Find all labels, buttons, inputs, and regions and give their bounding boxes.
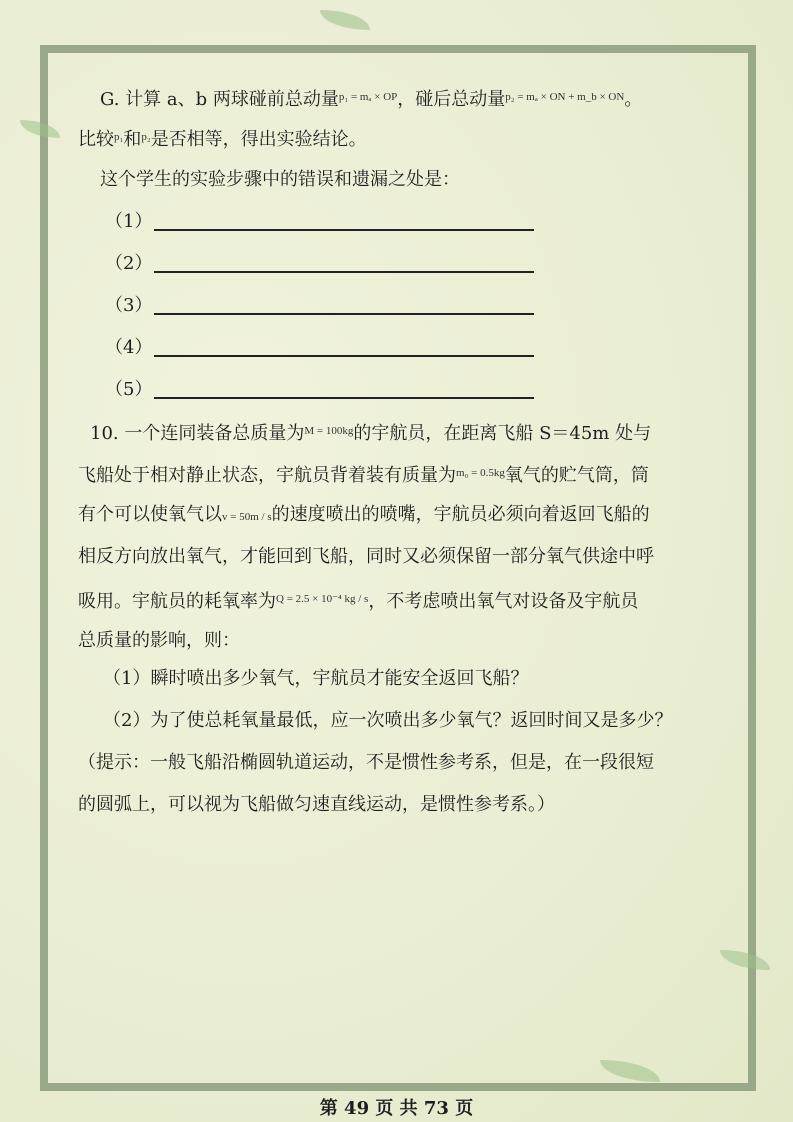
formula: p₂ = mₐ × ON + m_b × ON [505,91,625,103]
blank-label: （1） [105,211,153,232]
blank-label: （4） [105,337,153,358]
text: ，不考虑喷出氧气对设备及宇航员 [368,591,639,612]
answer-blank-1[interactable] [105,210,534,234]
formula: v = 50m / s [222,511,272,523]
blank-line[interactable] [154,379,534,399]
q10-hint-2: 的圆弧上，可以视为飞船做匀速直线运动，是惯性参考系。） [78,794,555,815]
prompt: 这个学生的实验步骤中的错误和遗漏之处是： [100,169,460,190]
text: 吸用。宇航员的耗氧率为 [78,591,276,612]
blank-line[interactable] [154,295,534,315]
q10-line-6: 总质量的影响，则： [78,630,240,651]
blank-label: （2） [105,253,153,274]
answer-blank-5[interactable] [105,378,534,402]
leaf-decoration [320,10,370,30]
text: 飞船处于相对静止状态，宇航员背着装有质量为 [78,465,456,486]
answer-blank-2[interactable] [105,252,534,276]
blank-label: （5） [105,379,153,400]
text: 的宇航员，在距离飞船 S＝45m 处与 [353,423,652,444]
blank-label: （3） [105,295,153,316]
answer-blank-3[interactable] [105,294,534,318]
compare-line [78,125,367,152]
text: G. 计算 a、b 两球碰前总动量 [100,89,339,110]
text: 是否相等，得出实验结论。 [150,129,367,150]
q10-line-3 [78,503,650,529]
formula: Q = 2.5 × 10⁻⁴ kg / s [276,593,369,605]
formula: M = 100kg [304,425,354,437]
text: 和 [123,129,142,150]
q10-sub-1: （1）瞬时喷出多少氧气，宇航员才能安全返回飞船？ [103,668,529,689]
step-g [100,85,642,112]
page-number: 第 49 页 共 73 页 [319,1098,474,1119]
blank-line[interactable] [154,337,534,357]
q10-line-5 [78,587,638,614]
text: 氧气的贮气筒，筒 [504,465,649,486]
text: ，碰后总动量 [397,89,506,110]
formula: p₁ [114,131,124,143]
formula: m₀ = 0.5kg [456,467,505,479]
q10-line-2 [78,461,649,488]
formula: p₁ = mₐ × OP [338,91,398,103]
answer-blank-4[interactable] [105,336,534,360]
text: 的速度喷出的喷嘴，宇航员必须向着返回飞船的 [271,504,650,525]
blank-line[interactable] [154,211,534,231]
text: 比较 [78,129,114,150]
q10-hint-1: （提示：一般飞船沿椭圆轨道运动，不是惯性参考系，但是，在一段很短 [78,752,654,773]
text: 。 [624,89,643,110]
text: 有个可以使氧气以 [78,504,222,525]
text: 10. 一个连同装备总质量为 [90,423,305,444]
q10-sub-2: （2）为了使总耗氧量最低，应一次喷出多少氧气？返回时间又是多少？ [103,710,673,731]
q10-line-4: 相反方向放出氧气，才能回到飞船，同时又必须保留一部分氧气供途中呼 [78,546,654,567]
blank-line[interactable] [154,253,534,273]
formula: p₂ [141,131,151,143]
q10-line-1 [90,419,651,446]
